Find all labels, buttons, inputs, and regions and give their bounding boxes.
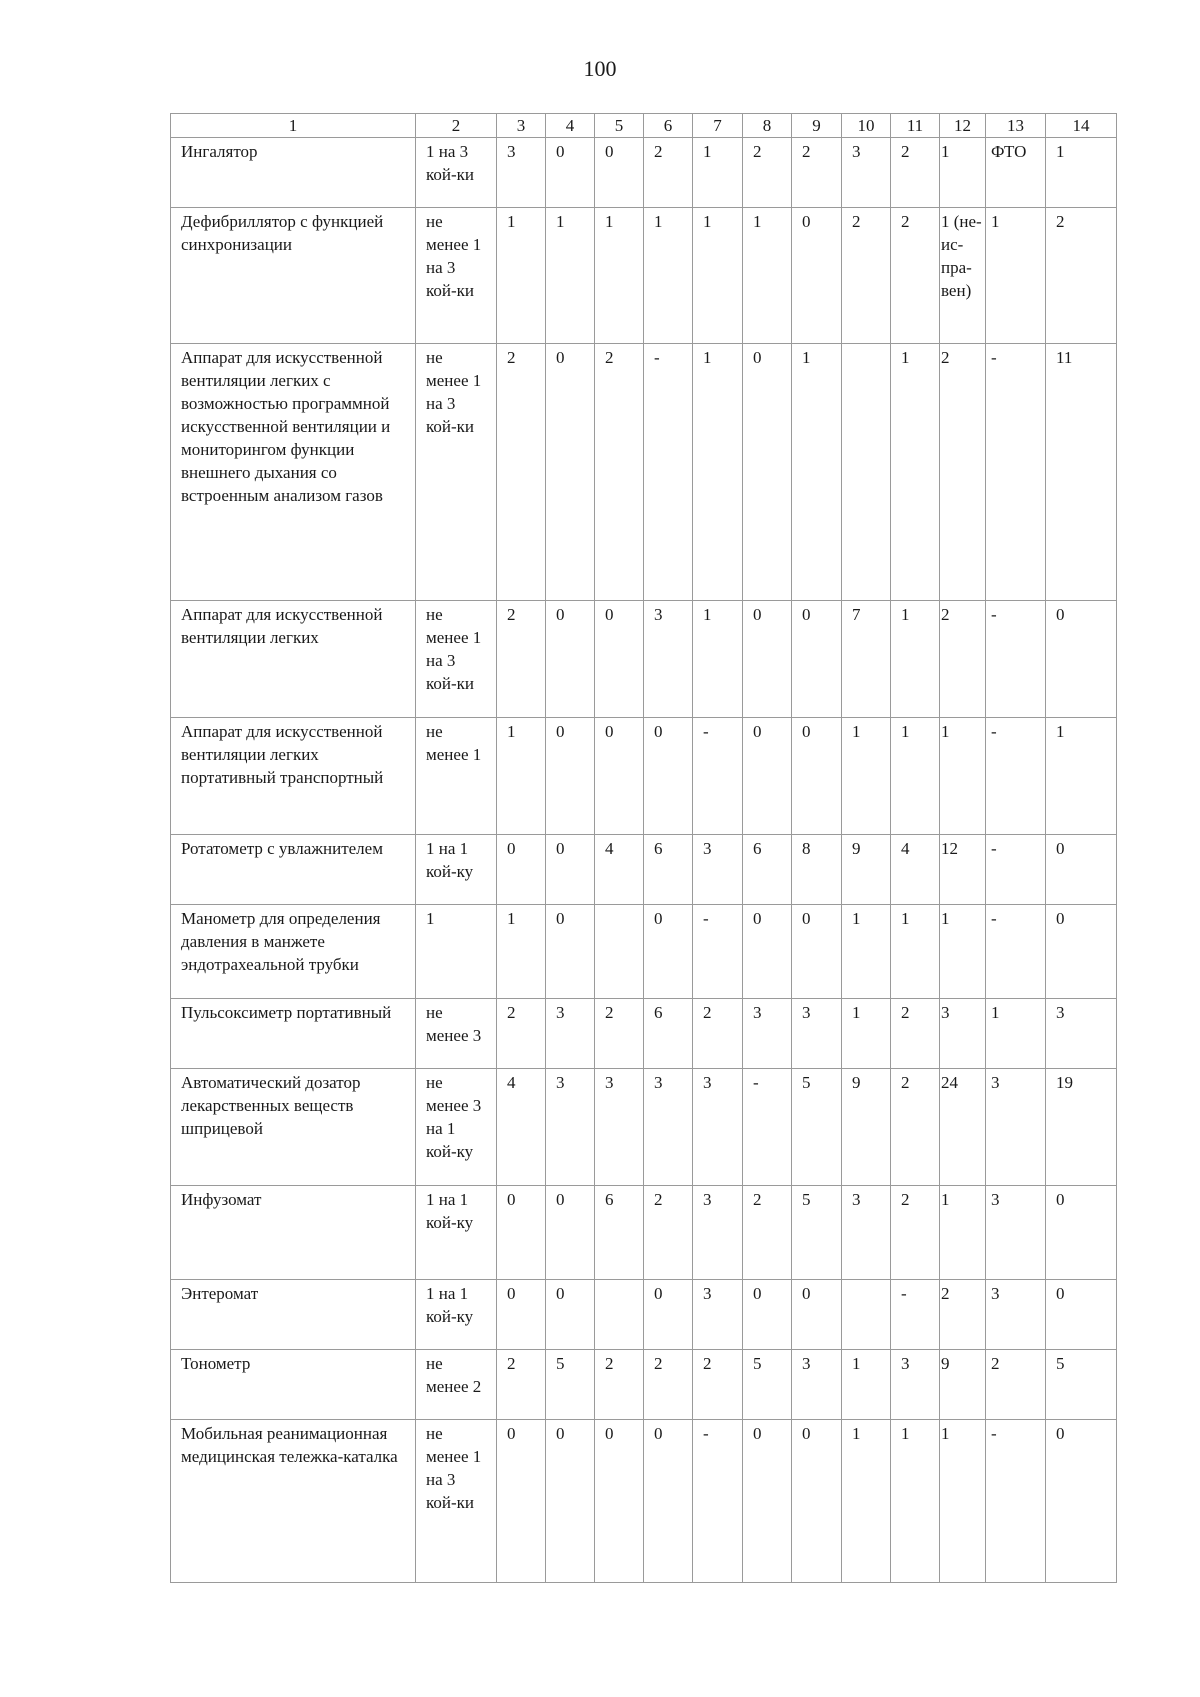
value-cell: 1 <box>940 1186 986 1280</box>
value-cell: 0 <box>792 1420 842 1583</box>
value-cell: - <box>693 905 743 999</box>
value-cell: 3 <box>986 1280 1046 1350</box>
value-cell: 0 <box>497 1420 546 1583</box>
value-cell: 1 <box>693 344 743 601</box>
table-row <box>171 1186 1117 1280</box>
value-cell: 5 <box>792 1069 842 1186</box>
value-cell: - <box>986 1420 1046 1583</box>
value-cell: 1 <box>940 1420 986 1583</box>
value-cell: 0 <box>546 344 595 601</box>
equipment-name-cell: Манометр для определения давления в манжете эндотрахеальной трубки <box>171 905 416 999</box>
value-cell: 2 <box>891 208 940 344</box>
value-cell: 1 <box>891 344 940 601</box>
value-cell: 1 <box>1046 138 1117 208</box>
value-cell: 3 <box>940 999 986 1069</box>
norm-cell: 1 на 1 кой-ку <box>416 835 497 905</box>
value-cell: 1 <box>891 601 940 718</box>
value-cell: 0 <box>644 1420 693 1583</box>
table-row <box>171 1069 1117 1186</box>
value-cell: 0 <box>497 835 546 905</box>
norm-cell: 1 на 1 кой-ку <box>416 1186 497 1280</box>
value-cell: 5 <box>546 1350 595 1420</box>
value-cell: 2 <box>743 138 792 208</box>
column-header: 14 <box>1046 114 1117 138</box>
value-cell: 0 <box>546 601 595 718</box>
table-row <box>171 1280 1117 1350</box>
value-cell: 3 <box>644 601 693 718</box>
value-cell: 3 <box>743 999 792 1069</box>
value-cell: 0 <box>792 1280 842 1350</box>
value-cell: 1 <box>842 1420 891 1583</box>
value-cell: 3 <box>595 1069 644 1186</box>
norm-cell: не менее 1 на 3 кой-ки <box>416 1420 497 1583</box>
equipment-name-cell: Аппарат для искусственной вентиляции легких портативный транспортный <box>171 718 416 835</box>
value-cell: 1 <box>595 208 644 344</box>
value-cell: 1 <box>497 905 546 999</box>
column-header: 5 <box>595 114 644 138</box>
value-cell: 3 <box>644 1069 693 1186</box>
value-cell: 1 <box>842 905 891 999</box>
value-cell: 3 <box>792 999 842 1069</box>
norm-cell: не менее 1 на 3 кой-ки <box>416 208 497 344</box>
column-header: 2 <box>416 114 497 138</box>
value-cell: 0 <box>743 1420 792 1583</box>
value-cell: 0 <box>546 905 595 999</box>
value-cell: 1 <box>693 601 743 718</box>
header-row <box>171 114 1117 138</box>
equipment-name-cell: Ротатометр с увлажнителем <box>171 835 416 905</box>
value-cell: 1 <box>891 1420 940 1583</box>
value-cell: 2 <box>940 601 986 718</box>
equipment-name-cell: Энтеромат <box>171 1280 416 1350</box>
norm-cell: не менее 1 <box>416 718 497 835</box>
norm-cell: 1 на 1 кой-ку <box>416 1280 497 1350</box>
value-cell: 0 <box>792 208 842 344</box>
equipment-table <box>170 113 1117 1583</box>
value-cell: 0 <box>546 1280 595 1350</box>
value-cell: 2 <box>644 138 693 208</box>
column-header: 11 <box>891 114 940 138</box>
value-cell: 0 <box>497 1280 546 1350</box>
norm-cell: 1 <box>416 905 497 999</box>
table-row <box>171 718 1117 835</box>
value-cell: - <box>986 905 1046 999</box>
value-cell: 3 <box>986 1069 1046 1186</box>
value-cell: 0 <box>546 138 595 208</box>
column-header: 1 <box>171 114 416 138</box>
value-cell: 2 <box>693 999 743 1069</box>
value-cell: 2 <box>792 138 842 208</box>
value-cell: - <box>891 1280 940 1350</box>
value-cell: 5 <box>743 1350 792 1420</box>
value-cell: 3 <box>693 1069 743 1186</box>
value-cell: 3 <box>693 1280 743 1350</box>
value-cell: 1 <box>546 208 595 344</box>
value-cell: 2 <box>595 344 644 601</box>
value-cell: 1 <box>940 718 986 835</box>
value-cell: 4 <box>595 835 644 905</box>
value-cell: 6 <box>743 835 792 905</box>
value-cell: 2 <box>940 1280 986 1350</box>
value-cell: - <box>693 718 743 835</box>
value-cell: 1 <box>693 208 743 344</box>
value-cell: 1 <box>1046 718 1117 835</box>
value-cell <box>595 1280 644 1350</box>
value-cell: 2 <box>693 1350 743 1420</box>
value-cell: 1 <box>986 208 1046 344</box>
value-cell <box>842 1280 891 1350</box>
value-cell: 3 <box>546 1069 595 1186</box>
value-cell: 2 <box>891 999 940 1069</box>
value-cell: 3 <box>497 138 546 208</box>
norm-cell: не менее 2 <box>416 1350 497 1420</box>
value-cell: 1 <box>891 905 940 999</box>
column-header: 4 <box>546 114 595 138</box>
value-cell: 0 <box>595 138 644 208</box>
table-row <box>171 999 1117 1069</box>
value-cell: 1 <box>842 718 891 835</box>
column-header: 9 <box>792 114 842 138</box>
table-row <box>171 344 1117 601</box>
value-cell: 1 <box>940 138 986 208</box>
value-cell: 0 <box>644 1280 693 1350</box>
value-cell: 1 <box>986 999 1046 1069</box>
table-row <box>171 905 1117 999</box>
value-cell: 19 <box>1046 1069 1117 1186</box>
value-cell: 2 <box>595 999 644 1069</box>
value-cell: 2 <box>842 208 891 344</box>
value-cell: 0 <box>1046 1186 1117 1280</box>
value-cell: 1 <box>842 1350 891 1420</box>
column-header: 7 <box>693 114 743 138</box>
column-header: 6 <box>644 114 693 138</box>
value-cell: 0 <box>546 1186 595 1280</box>
table-row <box>171 835 1117 905</box>
value-cell: 2 <box>497 1350 546 1420</box>
value-cell: 1 (не-ис-пра-вен) <box>940 208 986 344</box>
value-cell: 9 <box>842 1069 891 1186</box>
table-row <box>171 208 1117 344</box>
value-cell: 3 <box>546 999 595 1069</box>
value-cell: - <box>693 1420 743 1583</box>
value-cell: 0 <box>743 905 792 999</box>
value-cell: 0 <box>1046 601 1117 718</box>
value-cell: 0 <box>595 1420 644 1583</box>
value-cell: 1 <box>743 208 792 344</box>
value-cell: - <box>986 835 1046 905</box>
value-cell: 1 <box>497 208 546 344</box>
value-cell: 24 <box>940 1069 986 1186</box>
value-cell: 0 <box>546 1420 595 1583</box>
value-cell: 0 <box>1046 905 1117 999</box>
value-cell: 1 <box>891 718 940 835</box>
value-cell: 0 <box>644 718 693 835</box>
value-cell: 1 <box>644 208 693 344</box>
value-cell: 4 <box>497 1069 546 1186</box>
table-row <box>171 1350 1117 1420</box>
page-number: 100 <box>583 56 617 81</box>
equipment-name-cell: Инфузомат <box>171 1186 416 1280</box>
value-cell: 2 <box>595 1350 644 1420</box>
norm-cell: 1 на 3 кой-ки <box>416 138 497 208</box>
table-row <box>171 601 1117 718</box>
value-cell: 0 <box>792 718 842 835</box>
value-cell: 3 <box>842 138 891 208</box>
value-cell: 12 <box>940 835 986 905</box>
value-cell: 2 <box>644 1350 693 1420</box>
value-cell <box>595 905 644 999</box>
value-cell: - <box>986 718 1046 835</box>
value-cell: 0 <box>595 601 644 718</box>
column-header: 10 <box>842 114 891 138</box>
value-cell: 5 <box>1046 1350 1117 1420</box>
equipment-name-cell: Автоматический дозатор лекарственных веществ шприцевой <box>171 1069 416 1186</box>
value-cell: 3 <box>693 835 743 905</box>
value-cell: 0 <box>546 835 595 905</box>
value-cell: 3 <box>792 1350 842 1420</box>
value-cell: 2 <box>497 601 546 718</box>
value-cell: - <box>986 601 1046 718</box>
value-cell: 0 <box>1046 1420 1117 1583</box>
value-cell: 2 <box>891 1186 940 1280</box>
value-cell: 2 <box>497 344 546 601</box>
value-cell: 2 <box>940 344 986 601</box>
value-cell: 3 <box>1046 999 1117 1069</box>
value-cell: 2 <box>497 999 546 1069</box>
value-cell: 0 <box>1046 1280 1117 1350</box>
value-cell: 6 <box>644 835 693 905</box>
equipment-name-cell: Аппарат для искусственной вентиляции легких с возможностью программной искусственной вентиляции и мониторингом функции внешнего дыхания со встроенным анализом газов <box>171 344 416 601</box>
value-cell: 0 <box>792 905 842 999</box>
equipment-name-cell: Дефибриллятор с функцией синхронизации <box>171 208 416 344</box>
value-cell: 7 <box>842 601 891 718</box>
value-cell <box>842 344 891 601</box>
value-cell: 1 <box>792 344 842 601</box>
value-cell: 0 <box>743 1280 792 1350</box>
value-cell: 0 <box>743 601 792 718</box>
equipment-name-cell: Тонометр <box>171 1350 416 1420</box>
value-cell: - <box>644 344 693 601</box>
value-cell: - <box>986 344 1046 601</box>
value-cell: 2 <box>743 1186 792 1280</box>
value-cell: 0 <box>644 905 693 999</box>
value-cell: - <box>743 1069 792 1186</box>
value-cell: 2 <box>1046 208 1117 344</box>
value-cell: 1 <box>497 718 546 835</box>
equipment-name-cell: Аппарат для искусственной вентиляции легких <box>171 601 416 718</box>
value-cell: 0 <box>546 718 595 835</box>
value-cell: 11 <box>1046 344 1117 601</box>
value-cell: 1 <box>940 905 986 999</box>
norm-cell: не менее 3 на 1 кой-ку <box>416 1069 497 1186</box>
value-cell: 2 <box>891 138 940 208</box>
norm-cell: не менее 3 <box>416 999 497 1069</box>
value-cell: 3 <box>986 1186 1046 1280</box>
column-header: 3 <box>497 114 546 138</box>
value-cell: 6 <box>595 1186 644 1280</box>
value-cell: 2 <box>644 1186 693 1280</box>
value-cell: 2 <box>891 1069 940 1186</box>
value-cell: 0 <box>497 1186 546 1280</box>
equipment-name-cell: Мобильная реанимационная медицинская тележка-каталка <box>171 1420 416 1583</box>
value-cell: 9 <box>940 1350 986 1420</box>
value-cell: 0 <box>792 601 842 718</box>
value-cell: 8 <box>792 835 842 905</box>
equipment-name-cell: Ингалятор <box>171 138 416 208</box>
column-header: 12 <box>940 114 986 138</box>
value-cell: 3 <box>891 1350 940 1420</box>
value-cell: 0 <box>595 718 644 835</box>
value-cell: 4 <box>891 835 940 905</box>
value-cell: 6 <box>644 999 693 1069</box>
value-cell: 1 <box>693 138 743 208</box>
norm-cell: не менее 1 на 3 кой-ки <box>416 344 497 601</box>
value-cell: 5 <box>792 1186 842 1280</box>
table-row <box>171 1420 1117 1583</box>
column-header: 13 <box>986 114 1046 138</box>
norm-cell: не менее 1 на 3 кой-ки <box>416 601 497 718</box>
value-cell: 0 <box>743 718 792 835</box>
value-cell: 1 <box>842 999 891 1069</box>
value-cell: 3 <box>842 1186 891 1280</box>
value-cell: ФТО <box>986 138 1046 208</box>
value-cell: 0 <box>743 344 792 601</box>
value-cell: 0 <box>1046 835 1117 905</box>
equipment-name-cell: Пульсоксиметр портативный <box>171 999 416 1069</box>
column-header: 8 <box>743 114 792 138</box>
table-row <box>171 138 1117 208</box>
value-cell: 2 <box>986 1350 1046 1420</box>
value-cell: 9 <box>842 835 891 905</box>
value-cell: 3 <box>693 1186 743 1280</box>
